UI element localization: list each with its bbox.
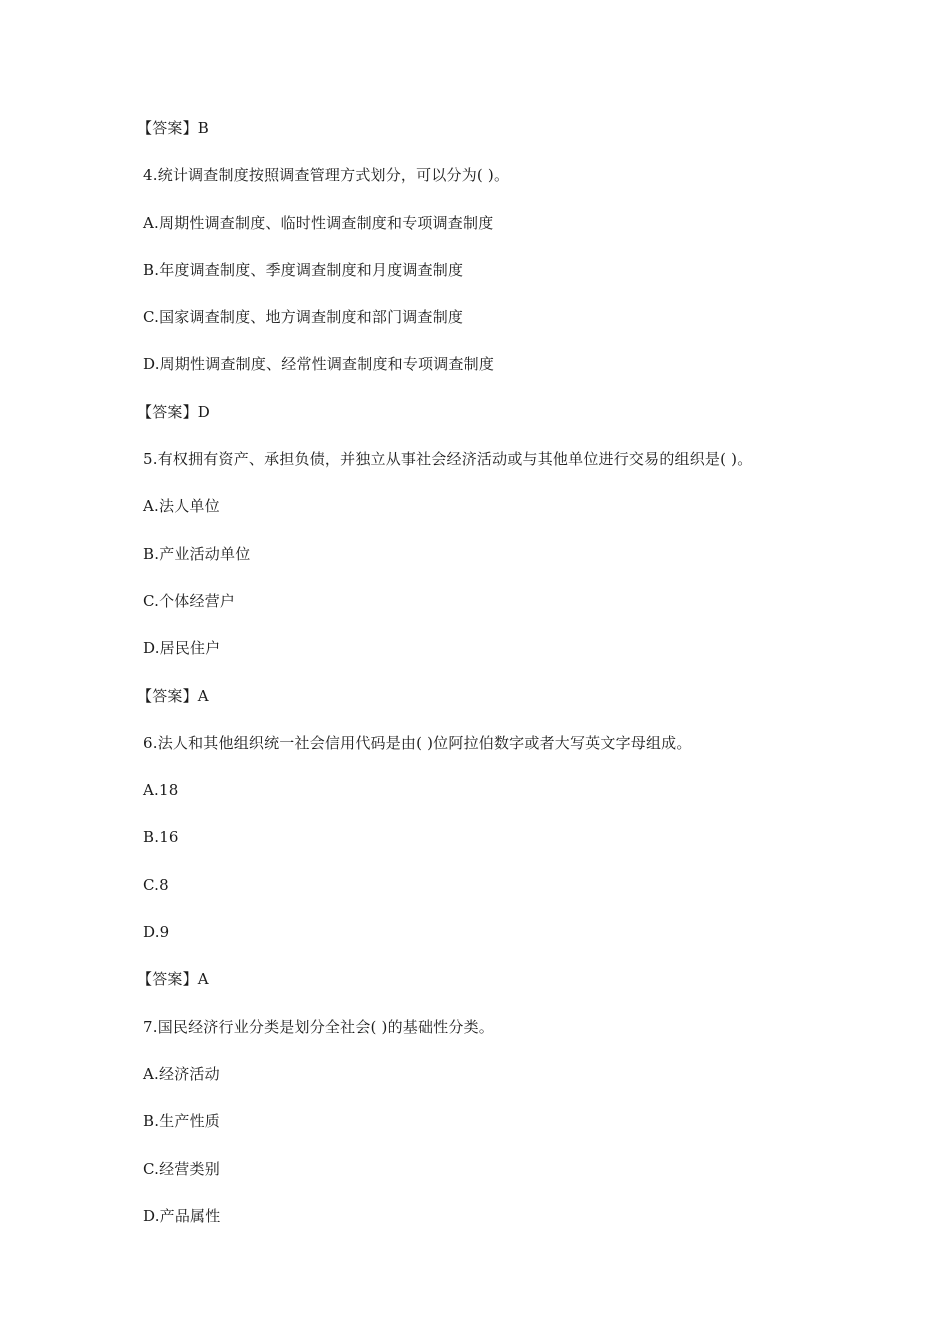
question-line: 6.法人和其他组织统一社会信用代码是由( )位阿拉伯数字或者大写英文字母组成。 [143,733,692,752]
option-line: A.18 [143,781,179,800]
question-line: 5.有权拥有资产、承担负债，并独立从事社会经济活动或与其他单位进行交易的组织是( )。 [143,450,753,469]
option-line: D.周期性调查制度、经常性调查制度和专项调查制度 [143,355,495,374]
option-line: D.产品属性 [143,1206,221,1225]
option-line: B.生产性质 [143,1112,220,1131]
answer-line: 【答案】B [137,119,210,137]
question-list [137,116,863,1251]
option-line: A.法人单位 [143,497,220,516]
answer-line: 【答案】A [137,686,209,705]
option-line: D.居民住户 [143,639,221,658]
option-line: C.经营类别 [143,1159,220,1178]
option-line: B.16 [143,828,179,847]
answer-line: 【答案】D [137,402,211,421]
option-line: C.8 [143,875,169,894]
question-line: 4.统计调查制度按照调查管理方式划分，可以分为( )。 [143,166,510,185]
option-line: C.国家调查制度、地方调查制度和部门调查制度 [143,308,464,327]
option-line: A.周期性调查制度、临时性调查制度和专项调查制度 [143,213,494,232]
question-line: 7.国民经济行业分类是划分全社会( )的基础性分类。 [143,1017,494,1036]
option-line: A.经济活动 [143,1064,220,1083]
option-line: B.年度调查制度、季度调查制度和月度调查制度 [143,260,464,279]
option-line: D.9 [143,923,170,942]
answer-line: 【答案】A [137,970,209,989]
option-line: B.产业活动单位 [143,544,251,563]
option-line: C.个体经营户 [143,591,236,610]
